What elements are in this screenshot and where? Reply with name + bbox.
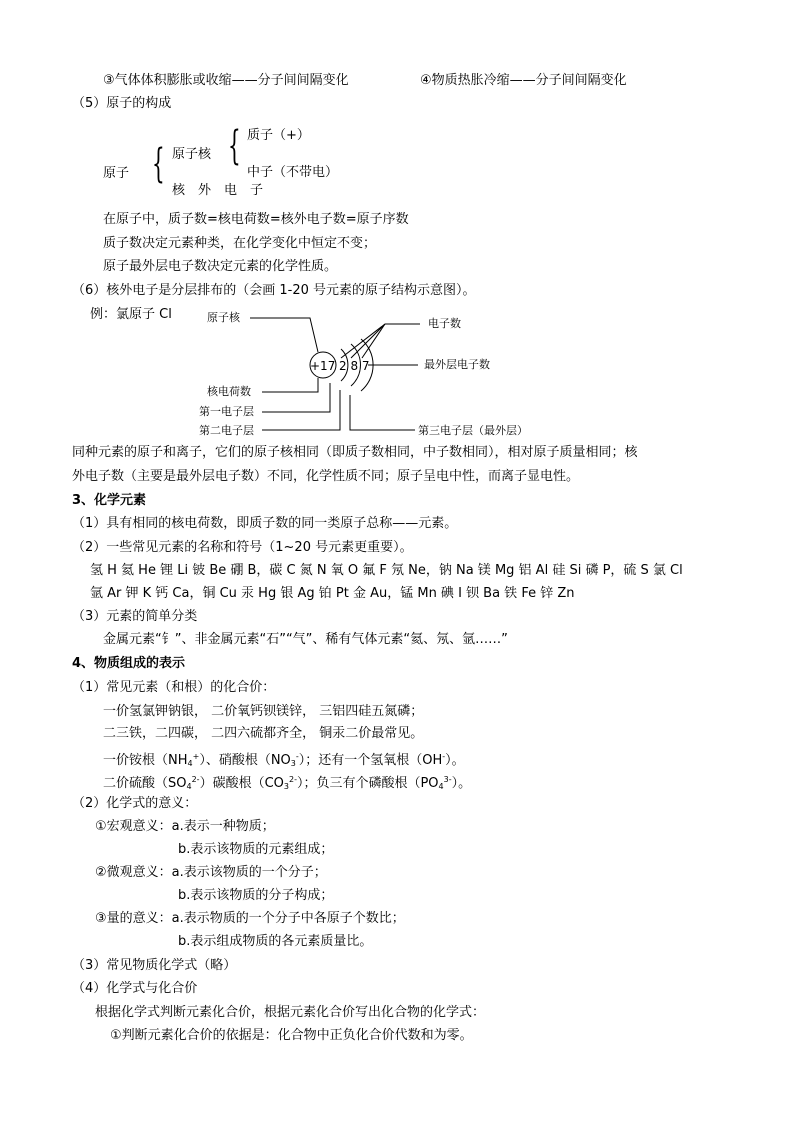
formula-valence-title: （4）化学式与化合价 (72, 981, 198, 996)
leader-shell-1 (262, 383, 330, 412)
neutron-label: 中子（不带电） (247, 165, 339, 180)
formula-valence-desc: 根据化学式判断元素化合价，根据元素化合价写出化合物的化学式： (95, 1005, 486, 1020)
macro-meaning-a: ①宏观意义：a.表示一种物质； (95, 819, 275, 834)
micro-meaning-b: b.表示该物质的分子构成； (178, 888, 334, 903)
leader-charge (262, 378, 318, 392)
element-list-2: 氩 Ar 钾 K 钙 Ca，铜 Cu 汞 Hg 银 Ag 铂 Pt 金 Au，锰 Mn 碘 I 钡 Ba 铁 Fe 锌 Zn (90, 586, 575, 601)
para-ion-atom-1: 同种元素的原子和离子，它们的原子核相同（即质子数相同，中子数相同），相对原子质量相同；核 (72, 445, 638, 460)
proton-label: 质子（+） (247, 128, 310, 143)
inner-brace: { (228, 123, 241, 169)
leader-shell-2 (262, 390, 340, 430)
macro-meaning-b: b.表示该物质的元素组成； (178, 842, 334, 857)
valence-radicals-1: 一价铵根$(NH_4^+)$、硝酸根$(NO_3^-)$；还有一个氢氧根（OH-）。 (103, 752, 465, 768)
line-thermal-expansion: ④物质热胀冷缩——分子间间隔变化 (420, 73, 627, 88)
leader-electron-1 (341, 324, 385, 358)
line-gas-expansion: ③气体体积膨胀或收缩——分子间间隔变化 (103, 73, 349, 88)
quantity-meaning-a: ③量的意义：a.表示物质的一个分子中各原子个数比； (95, 911, 405, 926)
element-classification-title: （3）元素的简单分类 (72, 609, 198, 624)
leader-nucleus (250, 318, 318, 352)
valence-rhyme-2: 二三铁，二四碳， 二四六硫都齐全， 铜汞二价最常见。 (103, 726, 424, 741)
quantity-meaning-b: b.表示组成物质的各元素质量比。 (178, 934, 373, 949)
label-outer-count: 最外层电子数 (424, 358, 490, 371)
formula-meaning-title: （2）化学式的意义： (72, 796, 198, 811)
para-proton-number: 质子数决定元素种类，在化学变化中恒定不变； (103, 236, 377, 251)
common-formulas: （3）常见物质化学式（略） (72, 958, 237, 973)
para-outer-electrons: 原子最外层电子数决定元素的化学性质。 (103, 259, 338, 274)
valence-rhyme-1: 一价氢氯钾钠银， 二价氧钙钡镁锌， 三铝四硅五氮磷； (103, 704, 424, 719)
electron-label: 核 外 电 子 (172, 183, 264, 198)
para-atom-equality: 在原子中，质子数=核电荷数=核外电子数=原子序数 (103, 212, 409, 227)
valence-title: （1）常见元素（和根）的化合价： (72, 680, 276, 695)
micro-meaning-a: ②微观意义：a.表示该物质的一个分子； (95, 865, 327, 880)
leader-shell-3 (350, 395, 415, 430)
label-shell-1: 第一电子层 (199, 405, 254, 418)
electron-numbers: 2 8 7 (339, 359, 370, 373)
valence-rule: ①判断元素化合价的依据是：化合物中正负化合价代数和为零。 (110, 1028, 473, 1043)
label-shell-3: 第三电子层（最外层） (418, 424, 528, 437)
example-chlorine: 例：氯原子 Cl (90, 307, 172, 322)
outer-brace: { (152, 141, 165, 187)
nucleus-charge-text: +17 (310, 359, 336, 373)
label-nucleus: 原子核 (207, 311, 240, 324)
element-classification: 金属元素“钅”、非金属元素“石”“气”、稀有气体元素“氦、氖、氩……” (103, 632, 508, 647)
label-charge: 核电荷数 (207, 385, 251, 398)
nucleus-label: 原子核 (172, 147, 212, 162)
label-shell-2: 第二电子层 (199, 424, 254, 437)
element-definition: （1）具有相同的核电荷数，即质子数的同一类原子总称——元素。 (72, 516, 458, 531)
label-electron-count: 电子数 (428, 317, 461, 330)
element-names-title: （2）一些常见元素的名称和符号（1~20 号元素更重要）。 (72, 540, 413, 555)
heading-composition: 4、物质组成的表示 (72, 656, 186, 671)
heading-chemical-elements: 3、化学元素 (72, 493, 147, 508)
section-atom-structure: （5）原子的构成 (72, 96, 172, 111)
valence-radicals-2: 二价硫酸$(SO_4^{2-})$碳酸根$(CO_3^{2-})$；负三有个磷酸根$(PO_4^{3-})$。 (103, 775, 472, 791)
section-electron-layers: （6）核外电子是分层排布的（会画 1-20 号元素的原子结构示意图）。 (72, 283, 476, 298)
atom-label: 原子 (103, 166, 130, 181)
element-list-1: 氢 H 氦 He 锂 Li 铍 Be 硼 B，碳 C 氮 N 氧 O 氟 F 氖 Ne，钠 Na 镁 Mg 铝 Al 硅 Si 磷 P，硫 S 氯 Cl (90, 563, 683, 578)
para-ion-atom-2: 外电子数（主要是最外层电子数）不同，化学性质不同；原子呈电中性，而离子显电性。 (72, 469, 580, 484)
